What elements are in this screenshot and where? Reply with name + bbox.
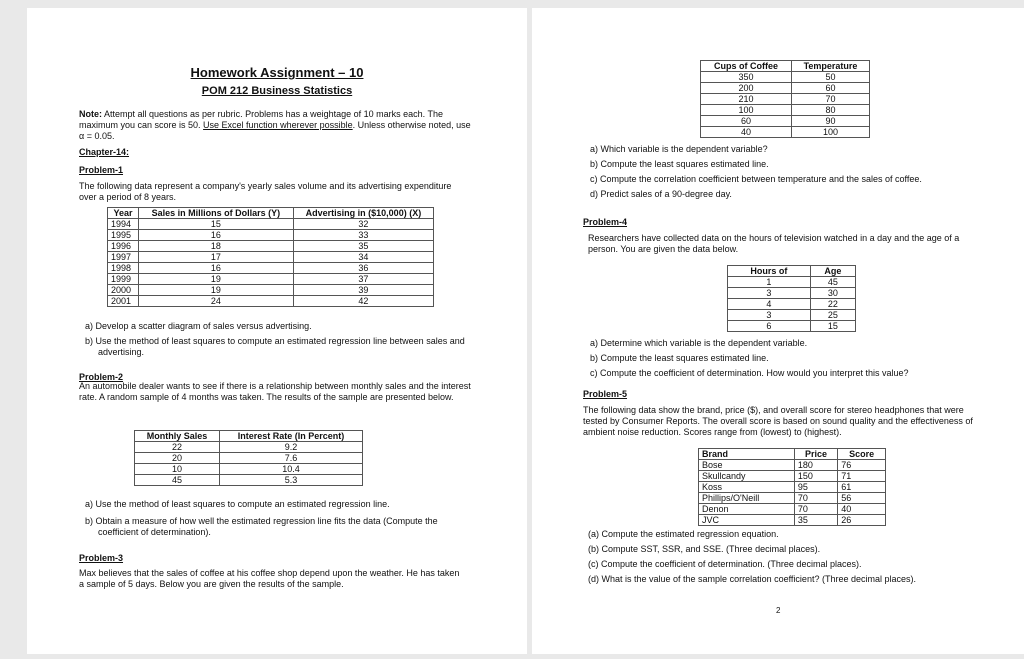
- problem-5-questions: [588, 529, 1008, 589]
- question-item: b) Compute the least squares estimated line.: [590, 159, 769, 169]
- table-row: 1994 15 32: [108, 219, 434, 230]
- question-item: (d) What is the value of the sample correlation coefficient? (Three decimal places).: [588, 574, 916, 584]
- problem-4-text: Researchers have collected data on the hours of television watched in a day and the age of a person. You are given the data below.: [588, 233, 960, 254]
- question-item: a) Determine which variable is the dependent variable.: [590, 338, 808, 348]
- table-row: 3 30: [728, 288, 856, 299]
- column-header: Price: [794, 449, 837, 460]
- problem-1-heading: Problem-1: [79, 165, 124, 175]
- table-row: 100 80: [701, 105, 870, 116]
- table-row: 200 60: [701, 83, 870, 94]
- table-row: Koss 95 61: [699, 482, 886, 493]
- question-item: b) Compute the least squares estimated line.: [590, 353, 769, 363]
- table-row: Bose 180 76: [699, 460, 886, 471]
- table-row: Denon 70 40: [699, 504, 886, 515]
- problem-4-questions: [590, 338, 1000, 383]
- question-item: a) Develop a scatter diagram of sales versus advertising.: [85, 321, 312, 331]
- assignment-title: Homework Assignment – 10: [190, 65, 364, 80]
- table-row: JVC 35 26: [699, 515, 886, 526]
- problem-3-heading: Problem-3: [79, 553, 124, 563]
- problem-2-heading: Problem-2: [79, 372, 124, 382]
- table-row: 1999 19 37: [108, 274, 434, 285]
- table-row: Phillips/O'Neill 70 56: [699, 493, 886, 504]
- column-header: Sales in Millions of Dollars (Y): [138, 208, 293, 219]
- question-item: (b) Compute SST, SSR, and SSE. (Three decimal places).: [588, 544, 821, 554]
- question-item: c) Compute the coefficient of determination. How would you interpret this value?: [590, 368, 909, 378]
- table-row: 4 22: [728, 299, 856, 310]
- column-header: Score: [838, 449, 886, 460]
- problem-1-text: The following data represent a company's yearly sales volume and its advertising expenditure over a period of 8 years.: [79, 181, 452, 202]
- question-item: (a) Compute the estimated regression equation.: [588, 529, 779, 539]
- table-header-row: [699, 449, 886, 460]
- chapter-heading: Chapter-14:: [79, 147, 130, 157]
- table-row: 10 10.4: [135, 464, 363, 475]
- column-header: Interest Rate (In Percent): [220, 431, 363, 442]
- page-number: 2: [776, 606, 781, 615]
- table-header-row: [701, 61, 870, 72]
- question-item: b) Obtain a measure of how well the estimated regression line fits the data (Compute the coefficient of determination).: [85, 516, 438, 537]
- question-item: a) Use the method of least squares to compute an estimated regression line.: [85, 499, 390, 509]
- problem-3-text: Max believes that the sales of coffee at his coffee shop depend upon the weather. He has taken a sample of 5 days. Below you are given the results of the sample.: [79, 568, 460, 589]
- table-row: 1996 18 35: [108, 241, 434, 252]
- problem-5-heading: Problem-5: [583, 389, 628, 399]
- column-header: Cups of Coffee: [701, 61, 792, 72]
- column-header: Brand: [699, 449, 795, 460]
- table-row: Skullcandy 150 71: [699, 471, 886, 482]
- column-header: Monthly Sales: [135, 431, 220, 442]
- problem-4-heading: Problem-4: [583, 217, 628, 227]
- table-row: 3 25: [728, 310, 856, 321]
- table-row: 1997 17 34: [108, 252, 434, 263]
- problem-2-questions: [85, 499, 473, 542]
- question-item: d) Predict sales of a 90-degree day.: [590, 189, 732, 199]
- headphones-table: [698, 448, 886, 526]
- course-title: POM 212 Business Statistics: [201, 85, 353, 97]
- question-item: (c) Compute the coefficient of determination. (Three decimal places).: [588, 559, 862, 569]
- problem-5-text: The following data show the brand, price ($), and overall score for stereo headphones that were tested by Consumer Reports. The overall score is based on sound quality and the effectiveness of ambient noise reduction. Scores range from (lowest) to (highest).: [583, 405, 973, 437]
- table-row: 22 9.2: [135, 442, 363, 453]
- document-page-right: [532, 8, 1024, 654]
- table-row: 60 90: [701, 116, 870, 127]
- problem-1-questions: [85, 321, 465, 362]
- table-header-row: [728, 266, 856, 277]
- table-header-row: [108, 208, 434, 219]
- table-row: 1998 16 36: [108, 263, 434, 274]
- table-row: 1 45: [728, 277, 856, 288]
- table-row: 20 7.6: [135, 453, 363, 464]
- table-row: 40 100: [701, 127, 870, 138]
- question-item: c) Compute the correlation coefficient between temperature and the sales of coffee.: [590, 174, 922, 184]
- table-header-row: [135, 431, 363, 442]
- sales-interest-table: [134, 430, 363, 486]
- question-item: a) Which variable is the dependent variable?: [590, 144, 768, 154]
- table-row: 210 70: [701, 94, 870, 105]
- question-item: b) Use the method of least squares to compute an estimated regression line between sales and advertising.: [85, 336, 465, 357]
- table-row: 6 15: [728, 321, 856, 332]
- tv-hours-age-table: [727, 265, 856, 332]
- problem-2-text: An automobile dealer wants to see if there is a relationship between monthly sales and the interest rate. A random sample of 4 months was taken. The results of the sample are presented below.: [79, 381, 471, 402]
- column-header: Temperature: [791, 61, 869, 72]
- column-header: Hours of: [728, 266, 811, 277]
- problem-3-questions: [590, 144, 990, 204]
- excel-note-link: Use Excel function wherever possible: [203, 120, 353, 130]
- sales-advertising-table: [107, 207, 434, 307]
- table-row: 350 50: [701, 72, 870, 83]
- column-header: Year: [108, 208, 139, 219]
- table-row: 2001 24 42: [108, 296, 434, 307]
- column-header: Advertising in ($10,000) (X): [293, 208, 433, 219]
- table-row: 45 5.3: [135, 475, 363, 486]
- document-page-left: [27, 8, 527, 654]
- coffee-temperature-table: [700, 60, 870, 138]
- assignment-note: Note: Attempt all questions as per rubric. Problems has a weightage of 10 marks each. The maximum you can score is 50. Use Excel function wherever possible. Unless otherwise noted, use α = 0.05.: [79, 109, 471, 141]
- table-row: 2000 19 39: [108, 285, 434, 296]
- column-header: Age: [810, 266, 855, 277]
- table-row: 1995 16 33: [108, 230, 434, 241]
